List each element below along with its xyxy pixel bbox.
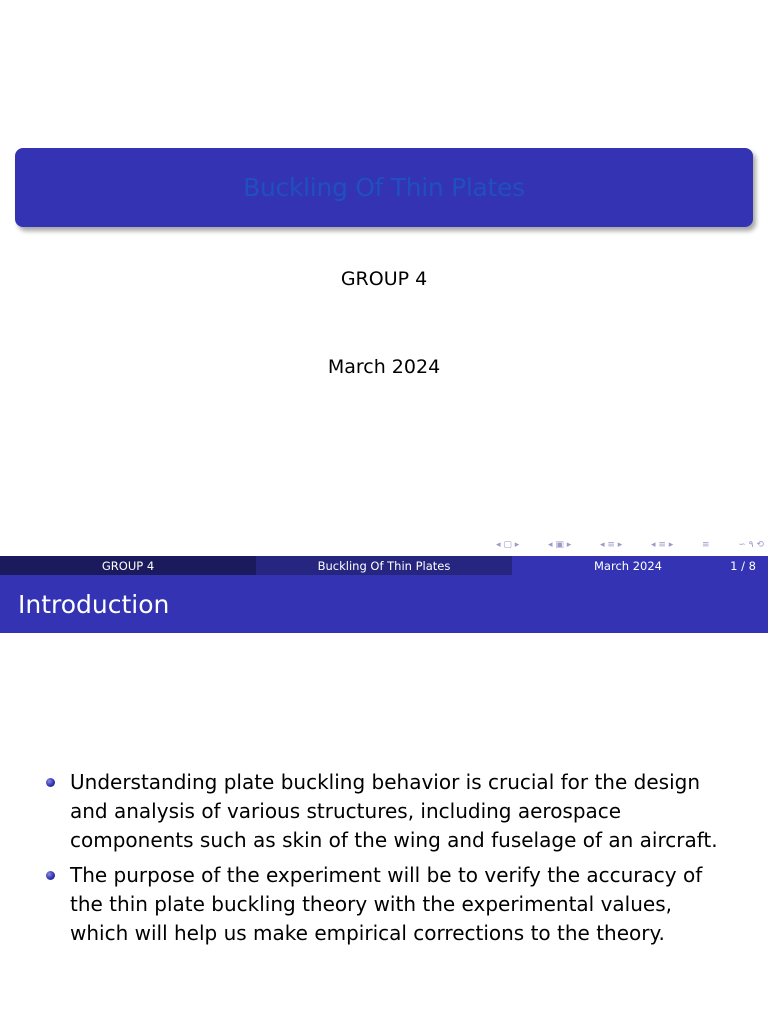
list-item <box>46 861 736 948</box>
nav-section-icon[interactable]: ◂ ≡ ▸ <box>651 540 674 550</box>
list-item <box>46 768 736 855</box>
title-box <box>15 148 753 227</box>
footline-author: GROUP 4 <box>0 556 256 575</box>
frame-title: Introduction <box>0 575 768 633</box>
slide-author: GROUP 4 <box>340 268 428 290</box>
footline-date: March 2024 <box>594 558 662 573</box>
bullet-icon <box>46 871 55 880</box>
nav-subsection-icon[interactable]: ◂ ≡ ▸ <box>599 540 623 550</box>
bullet-list <box>46 768 736 954</box>
slide-date: March 2024 <box>327 356 441 378</box>
bullet-text: The purpose of the experiment will be to verify the accuracy of the thin plate buckling theory with the experimental values, which will help us make empirical corrections to the theory. <box>70 863 703 945</box>
navigation-symbols <box>496 538 764 552</box>
nav-search-icon[interactable]: ∽ ۹ ⟲ <box>738 540 764 550</box>
bullet-text: Understanding plate buckling behavior is crucial for the design and analysis of various structures, including aerospace components such as skin of the wing and fuselage of an aircraft. <box>70 770 718 852</box>
nav-frame-icon[interactable]: ◂ ▣ ▸ <box>547 540 572 550</box>
bullet-icon <box>46 778 55 787</box>
nav-appendix-icon[interactable]: ≡ <box>702 540 710 550</box>
slide-title: Buckling Of Thin Plates <box>243 173 525 202</box>
introduction-slide <box>0 575 768 1024</box>
footline-right <box>512 556 768 575</box>
nav-slide-icon[interactable]: ◂ ▢ ▸ <box>496 540 520 550</box>
footline <box>0 556 768 575</box>
footline-page-number: 1 / 8 <box>730 558 756 573</box>
footline-title: Buckling Of Thin Plates <box>256 556 512 575</box>
